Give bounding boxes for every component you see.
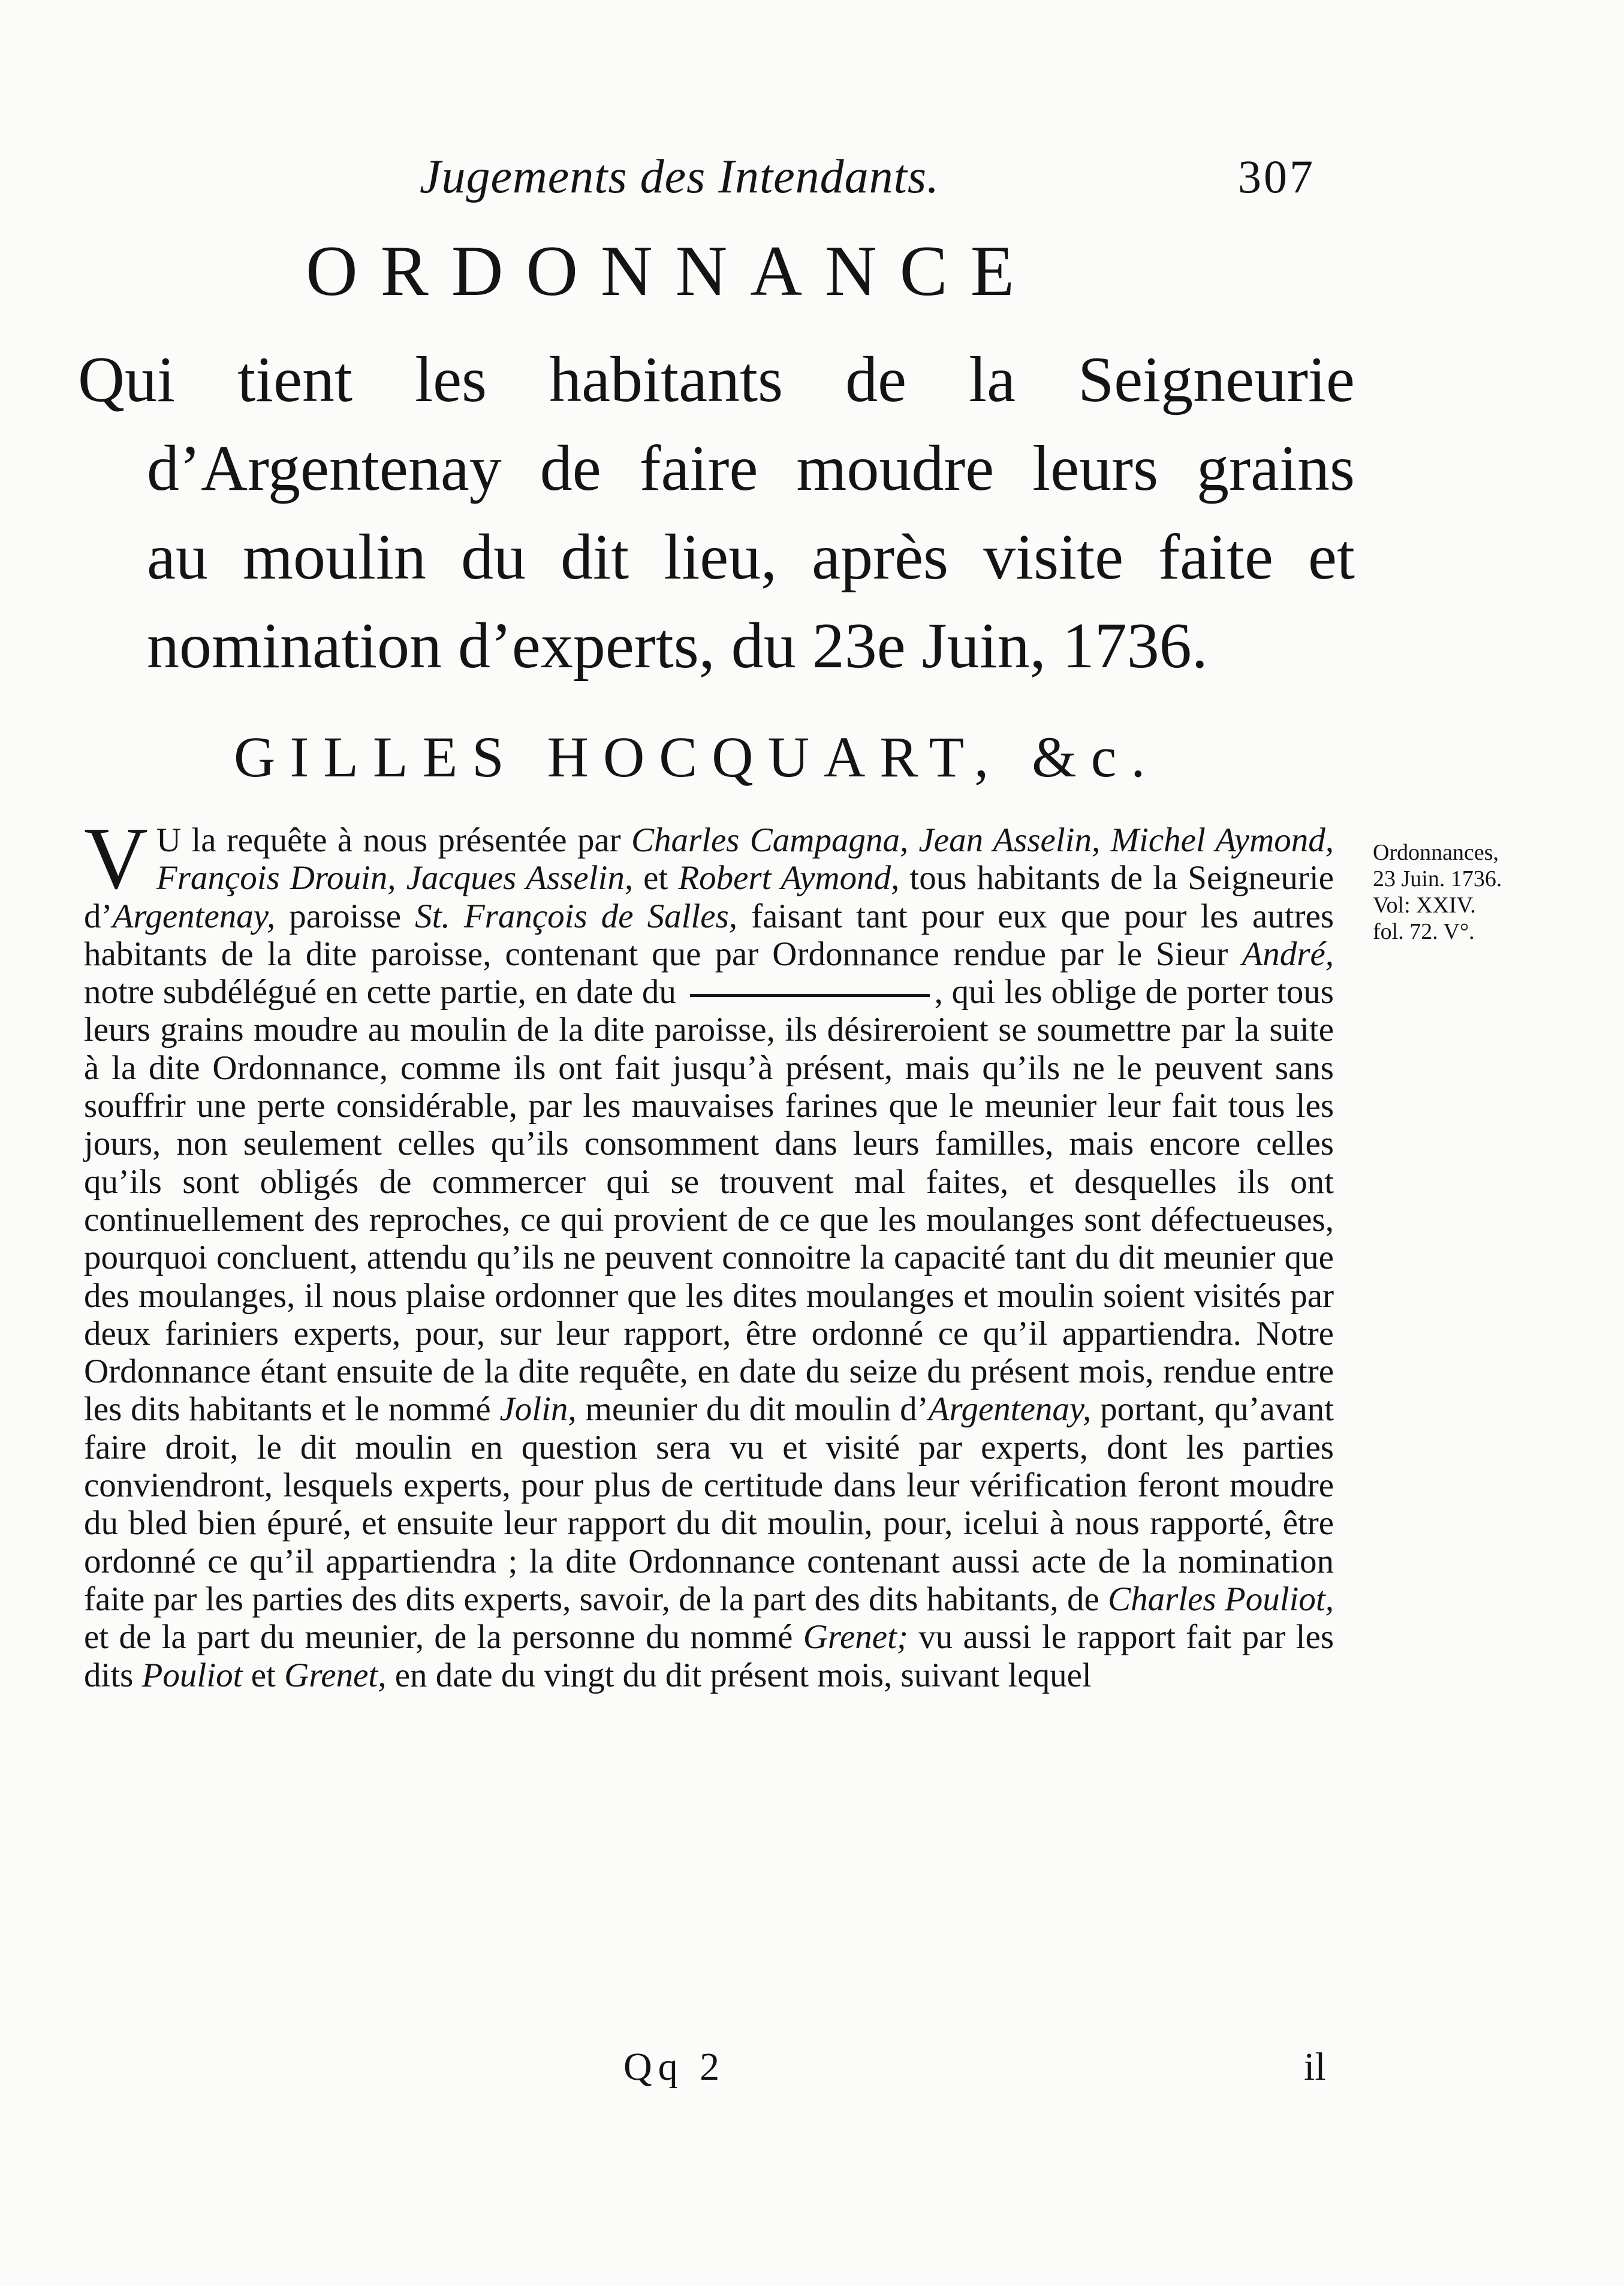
body-text: vu aussi le rapport fait par les dits [84,1618,1334,1694]
catchword: il [1304,2045,1326,2089]
person-name: Grenet, [284,1656,387,1694]
body-text: et [242,1656,285,1694]
person-names: Charles Campagna, Jean Asselin, Michel Aymond, François Drouin, Jacques Asselin, [156,821,1334,897]
place-name: Argentenay, [928,1390,1092,1429]
parish-name: St. François de Salles, [415,897,737,935]
document-subtitle [78,336,1355,691]
body-text: et de la part du meunier, de la personne du nommé [84,1618,803,1656]
margin-note-line: Vol: XXIV. [1373,893,1476,918]
person-name: Robert Aymond, [678,859,900,897]
body-text: meunier du dit moulin d’ [576,1390,929,1429]
person-name: André, [1242,935,1334,973]
person-name: Charles Pouliot, [1108,1580,1334,1618]
page-footer [0,2044,1624,2092]
body-text: portant, qu’avant faire droit, le dit moulin en question sera vu et visité par experts, dont les parties conviendront, lesquels experts, pour plus de certitude dans leur vérification feront moudre du bled bien épuré, et ensuite leur rapport du dit moulin, pour, icelui à nous rapporté, être ordonné ce qu’il appartiendra ; la dite Ordonnance contenant aussi acte de la nomination faite par les parties des dits experts, savoir, de la part des dits habitants, de [84,1390,1334,1618]
place-name: Argentenay, [112,897,276,935]
margin-note-line: Ordonnances, [1373,840,1499,865]
body-text: U la requête à nous présentée par [156,821,631,859]
person-name: Pouliot [141,1656,243,1694]
signature-mark: Qq 2 [623,2045,726,2089]
author-line: GILLES HOCQUART, &c. [234,725,1160,789]
margin-note-line: fol. 72. V°. [1373,919,1475,944]
person-name: Grenet; [803,1618,908,1656]
subtitle-line: d’Argentenay de faire moudre leurs grains [147,433,1355,504]
subtitle-line: Qui tient les habitants de la Seigneurie [78,344,1355,415]
person-name: Jolin, [499,1390,577,1429]
body-text: paroisse [275,897,415,935]
page-header [0,150,1624,222]
body-text: faisant tant pour eux que pour les autres habitants de la dite paroisse, contenant que par Ordonnance rendue par le Sieur [84,897,1334,973]
document-title: ORDONNANCE [306,231,1037,311]
margin-note-line: 23 Juin. 1736. [1373,866,1502,891]
body-text: en date du vingt du dit présent mois, suivant lequel [386,1656,1092,1694]
body-text: et [633,859,679,897]
subtitle-line: au moulin du dit lieu, après visite faite et [147,522,1355,593]
body-paragraph [84,809,1334,1694]
body-text: , qui les oblige de porter tous leurs grains moudre au moulin de la dite paroisse, ils désireroient se soumettre par la suite à la dite Ordonnance, comme ils ont fait jusqu’à présent, mais qu’ils ne le peuvent sans souffrir une perte considérable, par les mauvaises farines que le meunier leur fait tous les jours, non seulement celles qu’ils consomment dans leurs familles, mais encore celles qu’ils sont obligés de commercer qui se trouvent mal faites, et desquelles ils ont continuellement des reproches, ce qui provient de ce que les moulanges sont défectueuses, pourquoi concluent, attendu qu’ils ne peuvent connoitre la capacité tant du dit meunier que des moulanges, il nous plaise ordonner que les dites moulanges et moulin soient visités par deux fariniers experts, pour, sur leur rapport, être ordonné ce qu’il appartiendra. Notre Ordonnance étant ensuite de la dite requête, en date du seize du présent mois, rendue entre les dits habitants et le nommé [84,973,1334,1429]
drop-cap: V [84,809,148,908]
page-number: 307 [1238,150,1315,203]
margin-reference-note [1373,839,1553,945]
body-text: tous habitants de la Seigneurie d’ [84,859,1334,935]
subtitle-line: nomination d’experts, du 23e Juin, 1736. [147,610,1208,682]
body-text: notre subdélégué en cette partie, en date du [84,973,685,1011]
running-title: Jugements des Intendants. [420,150,940,203]
date-blank-rule [690,994,930,997]
